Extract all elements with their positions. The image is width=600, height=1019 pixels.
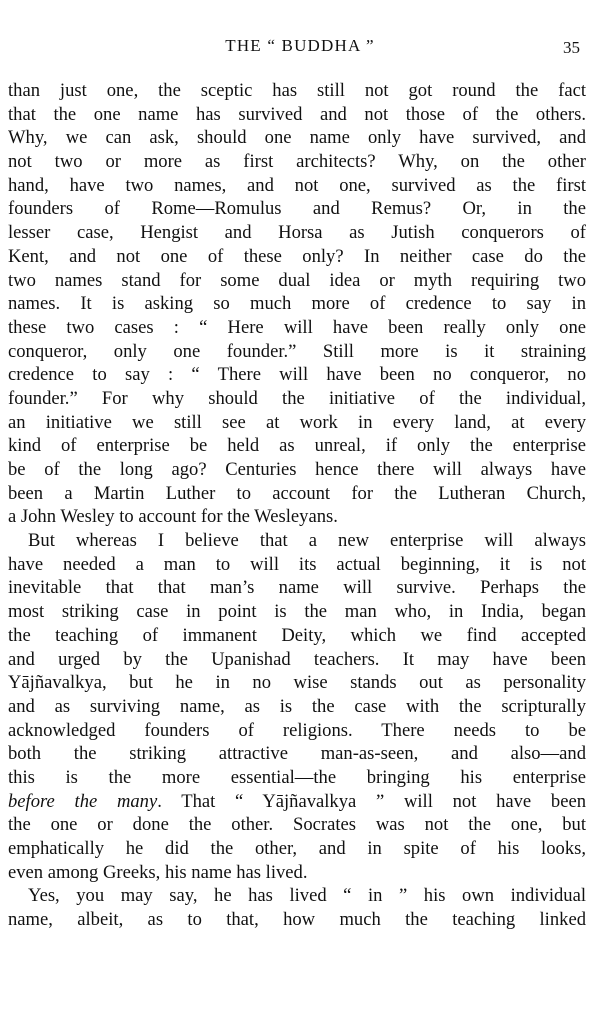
text-line: kind of enterprise be held as unreal, if only the enterprise <box>8 435 586 457</box>
text-line: Why, we can ask, should one name only have survived, and <box>8 127 586 149</box>
text-line: Yes, you may say, he has lived “ in ” his own individual <box>28 885 586 907</box>
text-line: not two or more as first architects? Why, on the other <box>8 151 586 173</box>
italic-phrase: before the many <box>8 790 158 812</box>
text-line: the one or done the other. Socrates was not the one, but <box>8 814 586 836</box>
text-line: Yājñavalkya, but he in no wise stands out as personality <box>8 672 586 694</box>
text-line: inevitable that that man’s name will survive. Perhaps the <box>8 577 586 599</box>
text-line: name, albeit, as to that, how much the teaching linked <box>8 909 586 931</box>
running-title: THE “ BUDDHA ” <box>225 36 375 55</box>
text-line: both the striking attractive man-as-seen, and also—and <box>8 743 586 765</box>
text-line: these two cases : “ Here will have been really only one <box>8 316 586 338</box>
text-line: an initiative we still see at work in every land, at every <box>8 411 586 433</box>
text-line: been a Martin Luther to account for the Lutheran Church, <box>8 482 586 504</box>
text-line: even among Greeks, his name has lived. <box>8 861 308 883</box>
text-line: the teaching of immanent Deity, which we find accepted <box>8 624 586 646</box>
running-head <box>0 36 600 60</box>
text-line: names. It is asking so much more of credence to say in <box>8 293 586 315</box>
text-line: be of the long ago? Centuries hence there will always have <box>8 459 586 480</box>
text-line: founder.” For why should the initiative of the individual, <box>8 387 586 409</box>
text-line: But whereas I believe that a new enterprise will always <box>28 530 586 552</box>
text-line: acknowledged founders of religions. There needs to be <box>8 719 586 741</box>
text-line: Kent, and not one of these only? In neither case do the <box>8 245 586 267</box>
text-line <box>8 790 586 814</box>
text-line: have needed a man to will its actual beginning, it is not <box>8 553 586 575</box>
text-line: and urged by the Upanishad teachers. It may have been <box>8 648 586 670</box>
text-line: conqueror, only one founder.” Still more is it straining <box>8 340 586 362</box>
text-line: hand, have two names, and not one, survived as the first <box>8 174 586 196</box>
text-line: than just one, the sceptic has still not got round the fact <box>8 80 586 101</box>
text-line: lesser case, Hengist and Horsa as Jutish conquerors of <box>8 222 586 244</box>
text-line: that the one name has survived and not those of the others. <box>8 103 586 125</box>
text-line: two names stand for some dual idea or myth requiring two <box>8 269 586 291</box>
page-number: 35 <box>563 38 580 57</box>
text-line: this is the more essential—the bringing his enterprise <box>8 766 586 788</box>
text-line-rest: . That “ Yājñavalkya ” will not have been <box>157 790 586 812</box>
text-line: credence to say : “ There will have been no conqueror, no <box>8 364 586 386</box>
text-line: founders of Rome—Romulus and Remus? Or, in the <box>8 198 586 220</box>
body-text <box>8 79 586 932</box>
text-line: most striking case in point is the man who, in India, began <box>8 601 586 623</box>
text-line: a John Wesley to account for the Wesleyans. <box>8 506 338 528</box>
text-line: and as surviving name, as is the case with the scripturally <box>8 695 586 717</box>
text-line: emphatically he did the other, and in spite of his looks, <box>8 838 586 859</box>
